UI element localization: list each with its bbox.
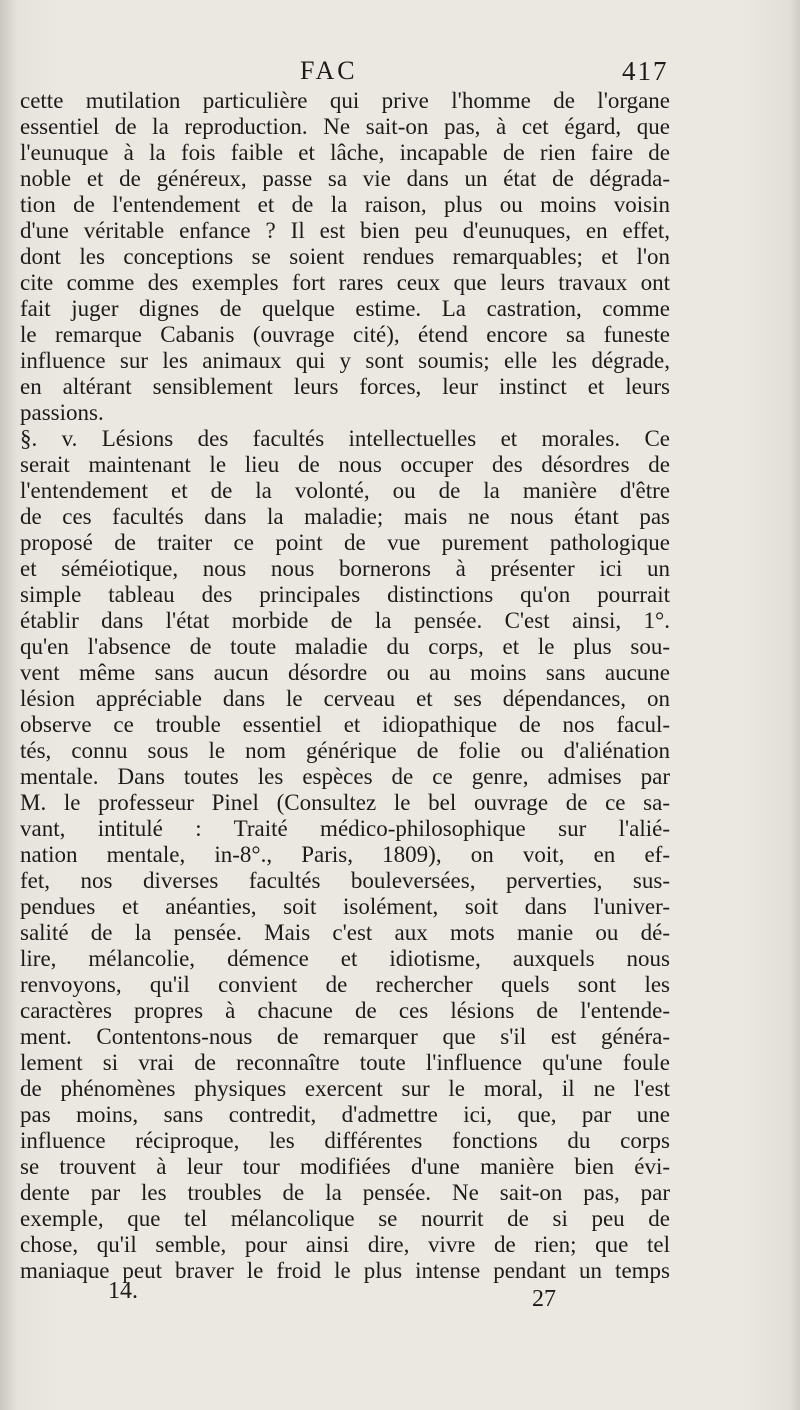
text-line: établir dans l'état morbide de la pensée. C'est ainsi, 1°. [20,608,670,633]
text-line: de phénomènes physiques exercent sur le moral, il ne l'est [20,1076,670,1101]
text-line: dont les conceptions se soient rendues remarquables; et l'on [20,244,670,269]
text-line: §. v. Lésions des facultés intellectuelles et morales. Ce [20,426,670,451]
text-line: de ces facultés dans la maladie; mais ne nous étant pas [20,504,670,529]
text-line: en altérant sensiblement leurs forces, leur instinct et leurs [20,374,670,399]
text-line: se trouvent à leur tour modifiées d'une manière bien évi- [20,1154,670,1179]
text-line: observe ce trouble essentiel et idiopathique de nos facul- [20,712,670,737]
text-line: chose, qu'il semble, pour ainsi dire, vivre de rien; que tel [20,1232,670,1257]
text-line: salité de la pensée. Mais c'est aux mots manie ou dé- [20,920,670,945]
text-line: exemple, que tel mélancolique se nourrit de si peu de [20,1206,670,1231]
text-line: lire, mélancolie, démence et idiotisme, auxquels nous [20,946,670,971]
text-line: essentiel de la reproduction. Ne sait-on pas, à cet égard, que [20,114,670,139]
text-line: vent même sans aucun désordre ou au moins sans aucune [20,660,670,685]
text-line: et séméiotique, nous nous bornerons à présenter ici un [20,556,670,581]
text-line: lésion appréciable dans le cerveau et ses dépendances, on [20,686,670,711]
text-line: fait juger dignes de quelque estime. La castration, comme [20,296,670,321]
signature-mark: 14. [108,1278,138,1304]
text-line: tion de l'entendement et de la raison, plus ou moins voisin [20,192,670,217]
text-line: passions. [20,400,104,425]
text-line: vant, intitulé : Traité médico-philosophique sur l'alié- [20,816,670,841]
text-line: noble et de généreux, passe sa vie dans un état de dégrada- [20,166,670,191]
text-line: d'une véritable enfance ? Il est bien peu d'eunuques, en effet, [20,218,670,243]
text-line: proposé de traiter ce point de vue purement pathologique [20,530,670,555]
text-line: pas moins, sans contredit, d'admettre ici, que, par une [20,1102,670,1127]
text-line: pendues et anéanties, soit isolément, soit dans l'univer- [20,894,670,919]
text-line: maniaque peut braver le froid le plus intense pendant un temps [20,1258,670,1283]
text-line: caractères propres à chacune de ces lésions de l'entende- [20,998,670,1023]
text-line: ment. Contentons-nous de remarquer que s'il est généra- [20,1024,670,1049]
text-line: qu'en l'absence de toute maladie du corps, et le plus sou- [20,634,670,659]
text-line: fet, nos diverses facultés bouleversées, perverties, sus- [20,868,670,893]
text-line: mentale. Dans toutes les espèces de ce genre, admises par [20,764,670,789]
page-number: 417 [622,56,669,86]
text-line: l'eunuque à la fois faible et lâche, incapable de rien faire de [20,140,670,165]
text-line: cite comme des exemples fort rares ceux que leurs travaux ont [20,270,670,295]
running-head: FAC [300,56,358,85]
text-line: influence sur les animaux qui y sont soumis; elle les dégrade, [20,348,670,373]
body-text [20,88,670,1284]
text-line: serait maintenant le lieu de nous occuper des désordres de [20,452,670,477]
text-line: lement si vrai de reconnaître toute l'influence qu'une foule [20,1050,670,1075]
text-line: nation mentale, in-8°., Paris, 1809), on voit, en ef- [20,842,670,867]
text-line: renvoyons, qu'il convient de rechercher quels sont les [20,972,670,997]
text-line: tés, connu sous le nom générique de folie ou d'aliénation [20,738,670,763]
text-line: le remarque Cabanis (ouvrage cité), étend encore sa funeste [20,322,670,347]
text-line: l'entendement et de la volonté, ou de la manière d'être [20,478,670,503]
text-line: dente par les troubles de la pensée. Ne sait-on pas, par [20,1180,670,1205]
page-footer [0,1278,800,1318]
text-line: cette mutilation particulière qui prive l'homme de l'organe [20,88,670,113]
folio-number: 27 [532,1286,556,1312]
text-line: M. le professeur Pinel (Consultez le bel ouvrage de ce sa- [20,790,670,815]
text-line: simple tableau des principales distinctions qu'on pourrait [20,582,670,607]
text-line: influence réciproque, les différentes fonctions du corps [20,1128,670,1153]
